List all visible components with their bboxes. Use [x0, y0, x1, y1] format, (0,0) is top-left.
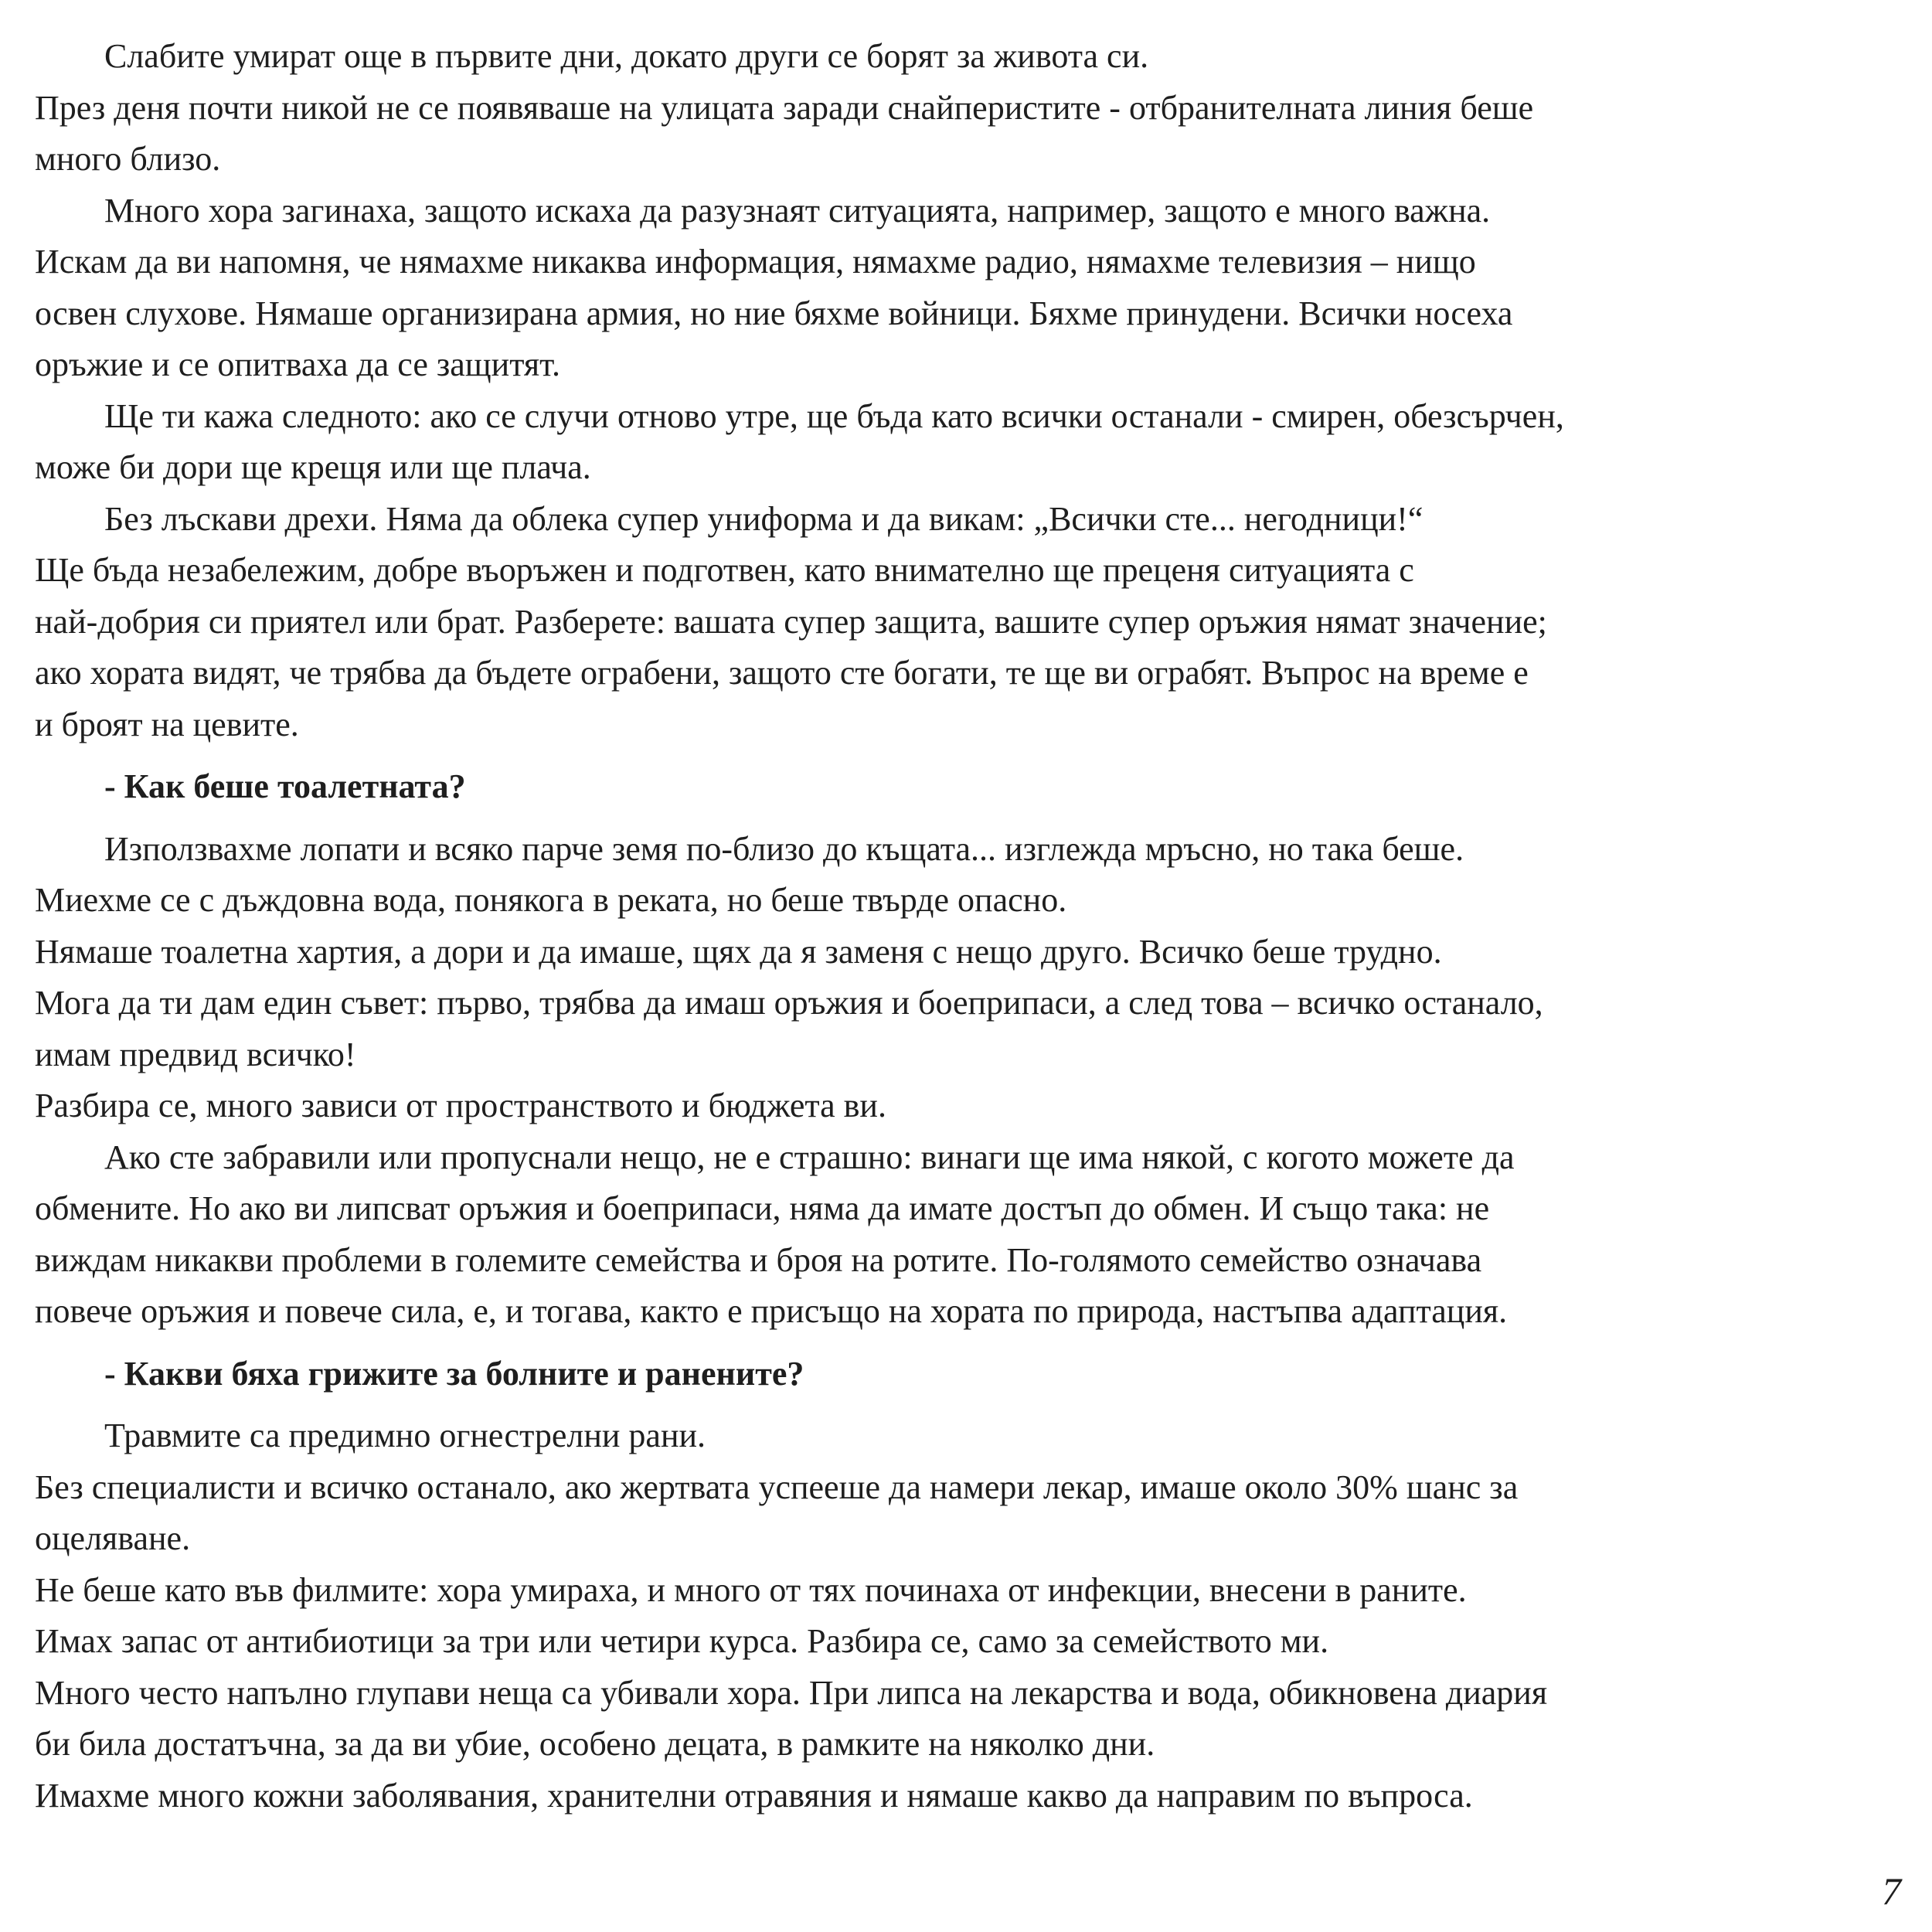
page-number: 7	[1882, 1869, 1901, 1913]
paragraph-line: Имах запас от антибиотици за три или четири курса. Разбира се, само за семейството ми.	[35, 1622, 1329, 1660]
paragraph-line: повече оръжия и повече сила, е, и тогава, както е присъщо на хората по природа, настъпва адаптация.	[35, 1292, 1508, 1330]
paragraph-line: Без специалисти и всичко останало, ако жертвата успееше да намери лекар, имаше около 30% шанс за	[35, 1468, 1519, 1506]
paragraph-line: Мога да ти дам един съвет: първо, трябва да имаш оръжия и боеприпаси, а след това – всичко останало,	[35, 984, 1543, 1022]
paragraph-line: и броят на цевите.	[35, 705, 299, 743]
paragraph-line: Нямаше тоалетна хартия, а дори и да имаше, щях да я заменя с нещо друго. Всичко беше трудно.	[35, 932, 1442, 971]
paragraph-line: много близо.	[35, 140, 221, 178]
paragraph-line: ако хората видят, че трябва да бъдете ограбени, защото сте богати, те ще ви ограбят. Въпрос на време е	[35, 654, 1529, 692]
document-page	[35, 31, 1905, 1821]
paragraph-line: Ако сте забравили или пропуснали нещо, не е страшно: винаги ще има някой, с когото можете да	[104, 1138, 1515, 1176]
paragraph-line: Ще ти кажа следното: ако се случи отново утре, ще бъда като всички останали - смирен, обезсърчен,	[104, 396, 1564, 435]
paragraph-line: най-добрия си приятел или брат. Разберете: вашата супер защита, вашите супер оръжия нямат значение;	[35, 602, 1547, 641]
paragraph-line: През деня почти никой не се появяваше на улицата заради снайперистите - отбранителната линия беше	[35, 88, 1534, 127]
paragraph-line: виждам никакви проблеми в големите семейства и броя на ротите. По-голямото семейство означава	[35, 1240, 1482, 1279]
paragraph-line: Слабите умират още в първите дни, докато други се борят за живота си.	[104, 37, 1149, 75]
paragraph-line: Много хора загинаха, защото искаха да разузнаят ситуацията, например, защото е много важна.	[104, 191, 1491, 230]
paragraph-line: Без лъскави дрехи. Няма да облека супер униформа и да викам: „Всички сте... негодници!“	[104, 499, 1423, 538]
paragraph-line: Разбира се, много зависи от пространството и бюджета ви.	[35, 1087, 886, 1124]
paragraph-line: може би дори ще крещя или ще плача.	[35, 448, 591, 486]
paragraph-line: би била достатъчна, за да ви убие, особено децата, в рамките на няколко дни.	[35, 1725, 1155, 1763]
paragraph-line: Травмите са предимно огнестрелни рани.	[104, 1417, 706, 1454]
paragraph-line: Искам да ви напомня, че нямахме никаква информация, нямахме радио, нямахме телевизия – нищо	[35, 243, 1476, 281]
paragraph-line: имам предвид всичко!	[35, 1035, 356, 1073]
paragraph-line: Използвахме лопати и всяко парче земя по-близо до къщата... изглежда мръсно, но така беше.	[104, 829, 1464, 868]
section-heading: - Как беше тоалетната?	[104, 767, 466, 805]
paragraph-line: Имахме много кожни заболявания, хранителни отравяния и нямаше какво да направим по въпроса.	[35, 1776, 1473, 1815]
paragraph-line: Ще бъда незабележим, добре въоръжен и подготвен, като внимателно ще преценя ситуацията с	[35, 551, 1414, 589]
paragraph-line: обмените. Но ако ви липсват оръжия и боеприпаси, няма да имате достъп до обмен. И също така: не	[35, 1189, 1490, 1227]
paragraph-line: оцеляване.	[35, 1519, 191, 1557]
paragraph-line: Миехме се с дъждовна вода, понякога в реката, но беше твърде опасно.	[35, 881, 1067, 919]
paragraph-line: Не беше като във филмите: хора умираха, и много от тях починаха от инфекции, внесени в раните.	[35, 1570, 1467, 1609]
paragraph-line: Много често напълно глупави неща са убивали хора. При липса на лекарства и вода, обикновена диария	[35, 1673, 1548, 1712]
paragraph-line: оръжие и се опитваха да се защитят.	[35, 345, 561, 383]
paragraph-line: освен слухове. Нямаше организирана армия, но ние бяхме войници. Бяхме принудени. Всички носеха	[35, 294, 1513, 332]
section-heading: - Какви бяха грижите за болните и ранените?	[104, 1354, 804, 1393]
